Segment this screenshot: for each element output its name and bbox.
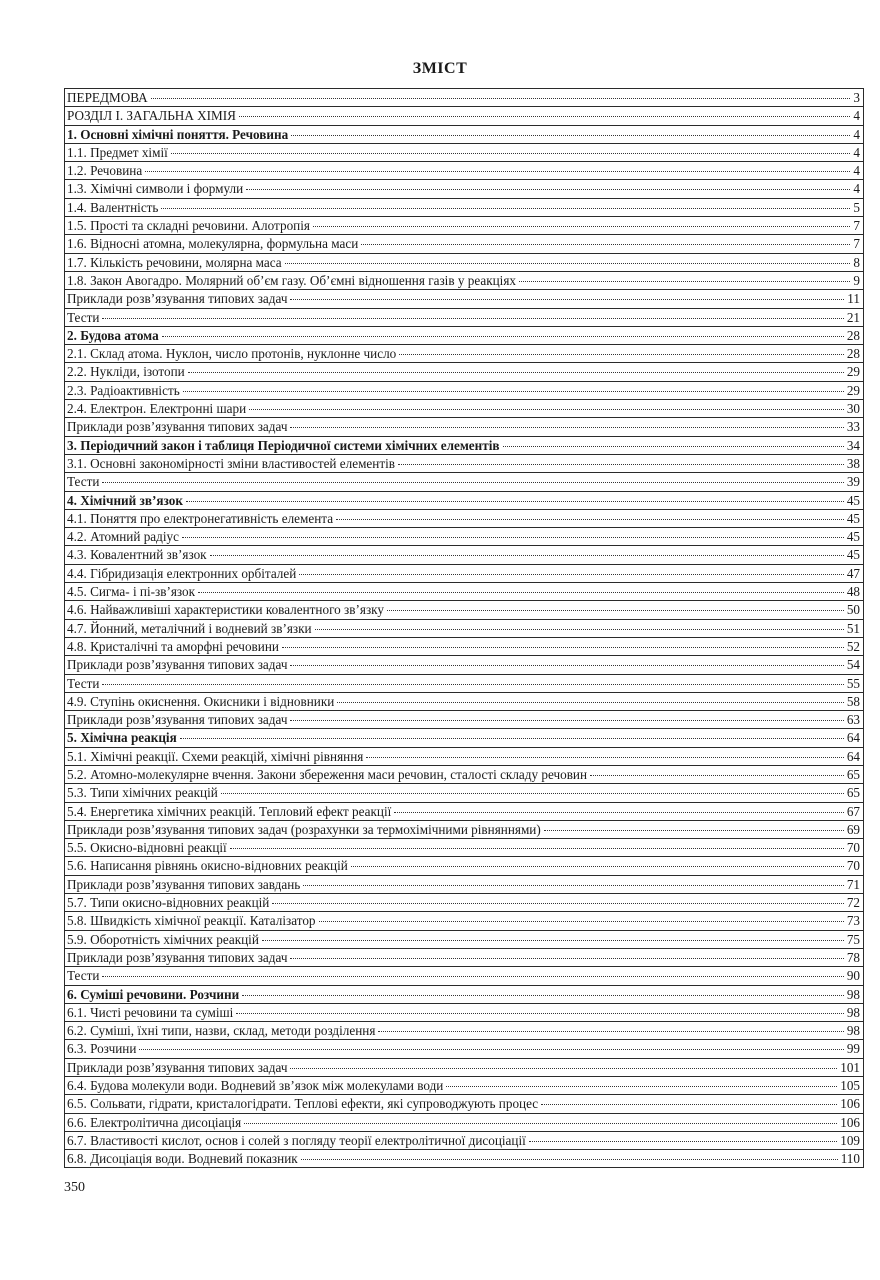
toc-entry-label: 4.2. Атомний радіус xyxy=(67,529,179,545)
dot-leader xyxy=(162,336,844,337)
toc-entry-label: 5.5. Окисно-відновні реакції xyxy=(67,840,227,856)
dot-leader xyxy=(239,116,850,117)
toc-entry[interactable] xyxy=(64,1149,864,1167)
dot-leader xyxy=(244,1123,837,1124)
toc-entry[interactable] xyxy=(64,1003,864,1021)
page-title: ЗМІСТ xyxy=(412,60,468,77)
toc-entry[interactable] xyxy=(64,1094,864,1112)
toc-entry[interactable] xyxy=(64,509,864,527)
toc-entry[interactable] xyxy=(64,399,864,417)
toc-entry[interactable] xyxy=(64,692,864,710)
toc-entry[interactable] xyxy=(64,655,864,673)
toc-entry-label: 5.9. Оборотність хімічних реакцій xyxy=(67,931,259,947)
toc-entry[interactable] xyxy=(64,125,864,143)
toc-entry-page: 50 xyxy=(846,602,860,618)
dot-leader xyxy=(161,208,850,209)
toc-entry[interactable] xyxy=(64,472,864,490)
dot-leader xyxy=(299,574,844,575)
toc-entry[interactable] xyxy=(64,582,864,600)
toc-entry-page: 29 xyxy=(846,382,860,398)
toc-entry[interactable] xyxy=(64,875,864,893)
toc-entry-page: 52 xyxy=(846,638,860,654)
toc-entry-page: 28 xyxy=(846,327,860,343)
toc-entry-page: 21 xyxy=(846,309,860,325)
toc-entry-label: 1. Основні хімічні поняття. Речовина xyxy=(67,126,289,142)
toc-entry-label: 1.4. Валентність xyxy=(67,199,159,215)
dot-leader xyxy=(102,976,843,977)
dot-leader xyxy=(102,684,843,685)
toc-entry[interactable] xyxy=(64,619,864,637)
toc-entry-label: Приклади розв’язування типових задач (розрахунки за термохімічними рівняннями) xyxy=(67,821,541,837)
toc-entry[interactable] xyxy=(64,600,864,618)
dot-leader xyxy=(291,135,850,136)
toc-entry-page: 65 xyxy=(846,785,860,801)
dot-leader xyxy=(313,226,850,227)
toc-entry-page: 64 xyxy=(846,730,860,746)
toc-entry-page: 34 xyxy=(846,437,860,453)
page-number: 350 xyxy=(64,1180,85,1195)
toc-entry-label: 6.6. Електролітична дисоціація xyxy=(67,1114,242,1130)
dot-leader xyxy=(446,1086,837,1087)
toc-entry[interactable] xyxy=(64,454,864,472)
toc-entry-page: 38 xyxy=(846,455,860,471)
toc-entry-page: 78 xyxy=(846,949,860,965)
toc-entry[interactable] xyxy=(64,234,864,252)
toc-entry-label: 1.3. Хімічні символи і формули xyxy=(67,181,244,197)
toc-entry[interactable] xyxy=(64,564,864,582)
dot-leader xyxy=(529,1141,837,1142)
toc-entry[interactable] xyxy=(64,838,864,856)
dot-leader xyxy=(378,1031,843,1032)
toc-entry-label: 5.4. Енергетика хімічних реакцій. Тепловий ефект реакції xyxy=(67,803,392,819)
dot-leader xyxy=(290,958,843,959)
toc-entry[interactable] xyxy=(64,674,864,692)
toc-entry[interactable] xyxy=(64,289,864,307)
toc-entry-page: 9 xyxy=(853,272,860,288)
toc-entry[interactable] xyxy=(64,1131,864,1149)
toc-entry-label: Приклади розв’язування типових задач xyxy=(67,291,288,307)
dot-leader xyxy=(221,793,844,794)
toc-entry-label: 5.6. Написання рівнянь окисно-відновних реакцій xyxy=(67,858,348,874)
toc-entry-label: 4.7. Йонний, металічний і водневий зв’язки xyxy=(67,620,312,636)
dot-leader xyxy=(242,995,844,996)
toc-entry-label: 4.8. Кристалічні та аморфні речовини xyxy=(67,638,279,654)
toc-entry-label: Приклади розв’язування типових задач xyxy=(67,419,288,435)
toc-entry-page: 4 xyxy=(853,181,860,197)
toc-entry[interactable] xyxy=(64,966,864,984)
toc-entry-page: 51 xyxy=(846,620,860,636)
toc-entry-page: 3 xyxy=(853,90,860,105)
toc-entry[interactable] xyxy=(64,820,864,838)
dot-leader xyxy=(151,98,851,99)
toc-entry-label: Тести xyxy=(67,309,100,325)
toc-entry-page: 8 xyxy=(853,254,860,270)
toc-entry-page: 64 xyxy=(846,748,860,764)
toc-entry[interactable] xyxy=(64,1076,864,1094)
toc-entry-page: 29 xyxy=(846,364,860,380)
dot-leader xyxy=(180,738,844,739)
toc-entry-label: Приклади розв’язування типових завдань xyxy=(67,876,301,892)
toc-entry[interactable] xyxy=(64,637,864,655)
toc-entry[interactable] xyxy=(64,308,864,326)
toc-entry-label: 5.3. Типи хімічних реакцій xyxy=(67,785,218,801)
toc-entry-page: 105 xyxy=(840,1078,860,1094)
toc-entry-label: 1.6. Відносні атомна, молекулярна, формульна маси xyxy=(67,236,359,252)
dot-leader xyxy=(398,464,844,465)
dot-leader xyxy=(303,885,844,886)
dot-leader xyxy=(188,372,844,373)
toc-entry-label: 4.9. Ступінь окиснення. Окисники і відновники xyxy=(67,693,335,709)
toc-entry-page: 98 xyxy=(846,986,860,1002)
toc-entry[interactable] xyxy=(64,271,864,289)
dot-leader xyxy=(282,647,844,648)
toc-entry-label: 4.1. Поняття про електронегативність елемента xyxy=(67,510,334,526)
toc-entry-label: Приклади розв’язування типових задач xyxy=(67,657,288,673)
toc-entry[interactable] xyxy=(64,417,864,435)
toc-entry-label: 1.7. Кількість речовини, молярна маса xyxy=(67,254,282,270)
dot-leader xyxy=(301,1159,838,1160)
toc-entry[interactable] xyxy=(64,948,864,966)
toc-entry-page: 70 xyxy=(846,840,860,856)
toc-entry-page: 69 xyxy=(846,821,860,837)
toc-entry-label: 5.2. Атомно-молекулярне вчення. Закони збереження маси речовин, сталості складу речовин xyxy=(67,766,588,782)
toc-entry-label: 6.7. Властивості кислот, основ і солей з погляду теорії електролітичної дисоціації xyxy=(67,1132,526,1148)
dot-leader xyxy=(366,757,843,758)
toc-entry[interactable] xyxy=(64,179,864,197)
toc-entry-label: 2.3. Радіоактивність xyxy=(67,382,180,398)
toc-entry-label: Тести xyxy=(67,474,100,490)
toc-entry-page: 55 xyxy=(846,675,860,691)
dot-leader xyxy=(171,153,851,154)
dot-leader xyxy=(290,665,843,666)
toc-entry-page: 11 xyxy=(847,291,860,307)
dot-leader xyxy=(210,555,844,556)
toc-entry[interactable] xyxy=(64,326,864,344)
dot-leader xyxy=(249,409,844,410)
toc-entry[interactable] xyxy=(64,1039,864,1057)
dot-leader xyxy=(198,592,844,593)
toc-entry-label: 2.4. Електрон. Електронні шари xyxy=(67,401,247,417)
toc-entry-label: 6.1. Чисті речовини та суміші xyxy=(67,1004,234,1020)
toc-entry-label: ПЕРЕДМОВА xyxy=(67,90,148,105)
toc-entry-label: Тести xyxy=(67,968,100,984)
toc-entry-label: Приклади розв’язування типових задач xyxy=(67,712,288,728)
dot-leader xyxy=(272,903,843,904)
toc-entry[interactable] xyxy=(64,856,864,874)
toc-entry[interactable] xyxy=(64,1058,864,1076)
dot-leader xyxy=(290,720,843,721)
toc-entry-label: 6.5. Сольвати, гідрати, кристалогідрати. Теплові ефекти, які супроводжують процес xyxy=(67,1096,539,1112)
toc-entry-label: РОЗДІЛ I. ЗАГАЛЬНА ХІМІЯ xyxy=(67,108,236,124)
toc-entry-page: 45 xyxy=(846,547,860,563)
dot-leader xyxy=(544,830,844,831)
dot-leader xyxy=(361,244,850,245)
dot-leader xyxy=(337,702,844,703)
toc-entry-label: 1.5. Прості та складні речовини. Алотропія xyxy=(67,218,310,234)
toc-entry-page: 72 xyxy=(846,895,860,911)
toc-entry[interactable] xyxy=(64,88,864,106)
toc-entry-page: 70 xyxy=(846,858,860,874)
toc-entry-label: Приклади розв’язування типових задач xyxy=(67,949,288,965)
toc-entry[interactable] xyxy=(64,344,864,362)
dot-leader xyxy=(315,629,844,630)
dot-leader xyxy=(102,318,843,319)
toc-entry[interactable] xyxy=(64,765,864,783)
toc-entry-label: 4.4. Гібридизація електронних орбіталей xyxy=(67,565,297,581)
toc-entry[interactable] xyxy=(64,491,864,509)
dot-leader xyxy=(519,281,850,282)
toc-entry-page: 45 xyxy=(846,510,860,526)
dot-leader xyxy=(319,921,844,922)
toc-entry-label: 6.4. Будова молекули води. Водневий зв’язок між молекулами води xyxy=(67,1078,444,1094)
toc-entry[interactable] xyxy=(64,216,864,234)
toc-entry-page: 5 xyxy=(853,199,860,215)
toc-entry-page: 7 xyxy=(853,236,860,252)
toc-entry-label: 4. Хімічний зв’язок xyxy=(67,492,183,508)
toc-entry[interactable] xyxy=(64,545,864,563)
toc-entry[interactable] xyxy=(64,161,864,179)
toc-entry-label: 1.1. Предмет хімії xyxy=(67,144,168,160)
table-of-contents xyxy=(64,88,864,1168)
toc-entry-page: 58 xyxy=(846,693,860,709)
dot-leader xyxy=(290,299,844,300)
toc-entry-page: 33 xyxy=(846,419,860,435)
toc-entry-label: 3.1. Основні закономірності зміни властивостей елементів xyxy=(67,455,395,471)
dot-leader xyxy=(186,501,844,502)
toc-entry-page: 98 xyxy=(846,1023,860,1039)
dot-leader xyxy=(394,812,844,813)
dot-leader xyxy=(336,519,844,520)
dot-leader xyxy=(285,263,851,264)
toc-entry-page: 48 xyxy=(846,584,860,600)
toc-entry[interactable] xyxy=(64,747,864,765)
toc-entry-label: 6.2. Суміші, їхні типи, назви, склад, методи розділення xyxy=(67,1023,376,1039)
toc-entry-label: Приклади розв’язування типових задач xyxy=(67,1059,288,1075)
dot-leader xyxy=(590,775,844,776)
toc-entry[interactable] xyxy=(64,106,864,124)
toc-entry-label: 5. Хімічна реакція xyxy=(67,730,177,746)
toc-entry-label: 6. Суміші речовини. Розчини xyxy=(67,986,240,1002)
toc-entry-label: 4.6. Найважливіші характеристики ковалентного зв’язку xyxy=(67,602,384,618)
toc-entry-label: 1.8. Закон Авогадро. Молярний об’єм газу. Об’ємні відношення газів у реакціях xyxy=(67,272,516,288)
toc-entry-label: 2.1. Склад атома. Нуклон, число протонів, нуклонне число xyxy=(67,346,397,362)
toc-entry-label: 1.2. Речовина xyxy=(67,163,143,179)
dot-leader xyxy=(262,940,844,941)
toc-entry-page: 54 xyxy=(846,657,860,673)
dot-leader xyxy=(145,171,850,172)
toc-entry-label: 6.3. Розчини xyxy=(67,1041,137,1057)
dot-leader xyxy=(503,446,844,447)
toc-entry[interactable] xyxy=(64,728,864,746)
toc-entry-page: 75 xyxy=(846,931,860,947)
toc-entry-page: 109 xyxy=(840,1132,860,1148)
toc-entry-page: 39 xyxy=(846,474,860,490)
toc-entry-page: 65 xyxy=(846,766,860,782)
toc-entry-page: 47 xyxy=(846,565,860,581)
toc-entry[interactable] xyxy=(64,253,864,271)
toc-entry-label: 4.3. Ковалентний зв’язок xyxy=(67,547,207,563)
toc-entry[interactable] xyxy=(64,1113,864,1131)
toc-entry-page: 4 xyxy=(853,163,860,179)
toc-entry-page: 4 xyxy=(853,108,860,124)
toc-entry-label: 3. Періодичний закон і таблиця Періодичної системи хімічних елементів xyxy=(67,437,500,453)
toc-entry[interactable] xyxy=(64,143,864,161)
dot-leader xyxy=(290,427,843,428)
toc-entry-label: 5.1. Хімічні реакції. Схеми реакцій, хімічні рівняння xyxy=(67,748,364,764)
toc-entry-label: 5.8. Швидкість хімічної реакції. Каталізатор xyxy=(67,913,316,929)
toc-entry-label: 5.7. Типи окисно-відновних реакцій xyxy=(67,895,270,911)
toc-entry-page: 28 xyxy=(846,346,860,362)
toc-entry[interactable] xyxy=(64,930,864,948)
dot-leader xyxy=(246,189,850,190)
toc-entry-label: 6.8. Дисоціація води. Водневий показник xyxy=(67,1151,298,1167)
toc-entry-page: 7 xyxy=(853,218,860,234)
toc-entry-label: 4.5. Сигма- і пі-зв’язок xyxy=(67,584,196,600)
toc-entry-page: 45 xyxy=(846,492,860,508)
dot-leader xyxy=(230,848,844,849)
dot-leader xyxy=(139,1049,843,1050)
toc-entry-page: 110 xyxy=(840,1151,860,1167)
toc-entry[interactable] xyxy=(64,911,864,929)
toc-entry-page: 30 xyxy=(846,401,860,417)
toc-entry[interactable] xyxy=(64,436,864,454)
toc-entry-page: 99 xyxy=(846,1041,860,1057)
dot-leader xyxy=(236,1013,843,1014)
toc-entry-page: 101 xyxy=(840,1059,860,1075)
toc-entry[interactable] xyxy=(64,362,864,380)
toc-entry-page: 73 xyxy=(846,913,860,929)
toc-entry-page: 106 xyxy=(840,1096,860,1112)
dot-leader xyxy=(541,1104,837,1105)
toc-entry-label: 2. Будова атома xyxy=(67,327,159,343)
toc-entry[interactable] xyxy=(64,783,864,801)
dot-leader xyxy=(182,537,844,538)
toc-entry[interactable] xyxy=(64,527,864,545)
dot-leader xyxy=(387,610,844,611)
dot-leader xyxy=(183,391,844,392)
dot-leader xyxy=(290,1068,837,1069)
toc-entry-label: Тести xyxy=(67,675,100,691)
toc-entry-page: 45 xyxy=(846,529,860,545)
toc-entry-page: 4 xyxy=(853,126,860,142)
toc-entry-page: 67 xyxy=(846,803,860,819)
toc-entry[interactable] xyxy=(64,985,864,1003)
toc-entry-page: 106 xyxy=(840,1114,860,1130)
toc-entry-page: 71 xyxy=(846,876,860,892)
toc-entry-page: 63 xyxy=(846,712,860,728)
toc-entry-page: 90 xyxy=(846,968,860,984)
toc-entry-label: 2.2. Нукліди, ізотопи xyxy=(67,364,185,380)
toc-entry-page: 98 xyxy=(846,1004,860,1020)
toc-entry[interactable] xyxy=(64,1021,864,1039)
dot-leader xyxy=(351,866,844,867)
dot-leader xyxy=(399,354,844,355)
toc-entry[interactable] xyxy=(64,802,864,820)
toc-entry-page: 4 xyxy=(853,144,860,160)
dot-leader xyxy=(102,482,843,483)
toc-entry[interactable] xyxy=(64,893,864,911)
toc-entry[interactable] xyxy=(64,198,864,216)
toc-entry[interactable] xyxy=(64,381,864,399)
toc-entry[interactable] xyxy=(64,710,864,728)
